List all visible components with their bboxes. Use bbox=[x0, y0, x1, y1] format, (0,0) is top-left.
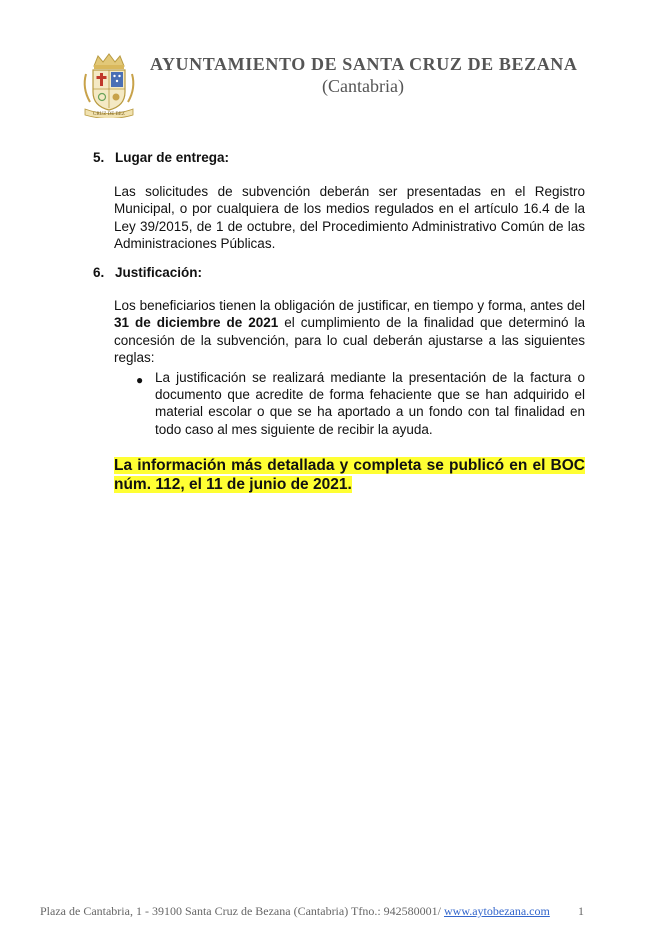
document-header bbox=[0, 48, 672, 128]
bullet-icon: ● bbox=[136, 373, 144, 387]
section-6-paragraph bbox=[114, 297, 585, 367]
page-footer bbox=[40, 904, 640, 919]
section-5-paragraph: Las solicitudes de subvención deberán ser presentadas en el Registro Municipal, o por cualquiera de los medios regulados en el artículo 16.4 de la Ley 39/2015, de 1 de octubre, del Procedimiento Administrativo Común de las Administraciones Públicas. bbox=[114, 184, 585, 252]
list-item: La justificación se realizará mediante la presentación de la factura o documento que acredite de forma fehaciente que se han adquirido el material escolar o que se ha aportado a un fondo con tal finalidad en todo caso al mes siguiente de recibir la ayuda. bbox=[155, 370, 585, 437]
municipal-crest-logo bbox=[80, 52, 138, 118]
organization-title: AYUNTAMIENTO DE SANTA CRUZ DE BEZANA bbox=[150, 54, 578, 74]
page-number: 1 bbox=[578, 904, 584, 918]
section-6-heading bbox=[93, 265, 202, 280]
section-title: Justificación: bbox=[115, 265, 203, 280]
paragraph-text: el cumplimiento de la finalidad que determinó la concesión de la subvención, para lo cual deberán ajustarse a las siguientes reglas: bbox=[114, 315, 585, 366]
footer-address: Plaza de Cantabria, 1 - 39100 Santa Cruz de Bezana (Cantabria) Tfno.: 942580001/ bbox=[40, 904, 444, 918]
highlighted-notice bbox=[114, 456, 585, 494]
organization-region: (Cantabria) bbox=[322, 76, 404, 96]
highlight-text: La información más detallada y completa se publicó en el BOC núm. 112, el 11 de junio de 2021. bbox=[114, 457, 585, 493]
section-5-heading bbox=[93, 150, 229, 165]
crest-motto: CRUZ DE BEZ bbox=[93, 112, 125, 117]
paragraph-text: Los beneficiarios tienen la obligación de justificar, en tiempo y forma, antes del bbox=[114, 298, 585, 313]
section-number: 5. bbox=[93, 150, 105, 165]
website-link[interactable]: www.aytobezana.com bbox=[444, 904, 550, 918]
section-title: Lugar de entrega: bbox=[115, 150, 230, 165]
section-number: 6. bbox=[93, 265, 105, 280]
deadline-date: 31 de diciembre de 2021 bbox=[114, 315, 279, 331]
